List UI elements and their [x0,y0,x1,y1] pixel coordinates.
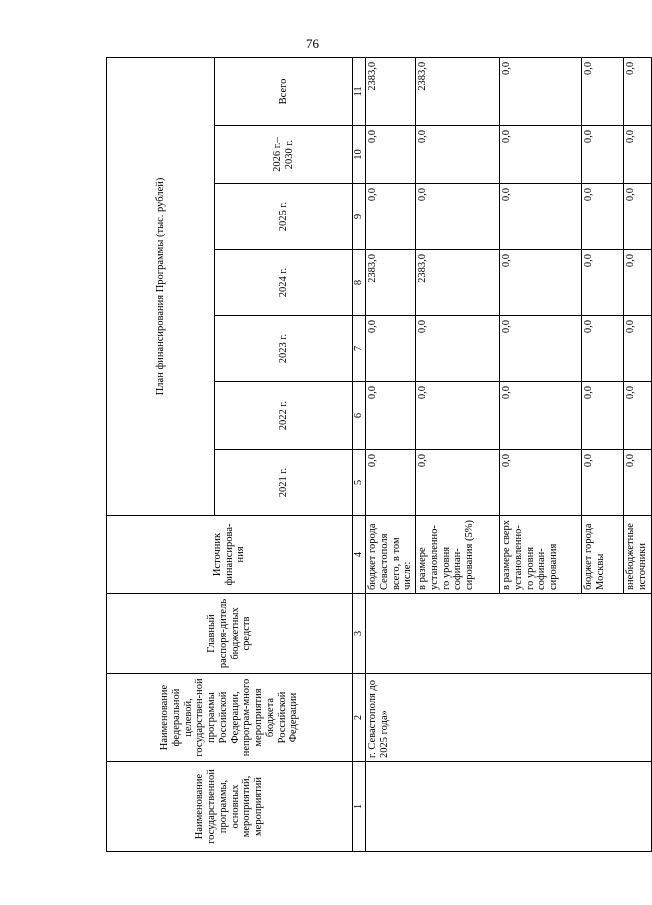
value-cell: 0,0 [582,316,624,382]
funding-source-cell: бюджет города Москвы [582,516,624,594]
value-cell: 0,0 [582,184,624,250]
column-number: 4 [353,516,366,594]
financing-table-container [106,58,648,852]
column-number: 2 [353,674,366,762]
value-cell: 0,0 [500,126,582,184]
column-number: 8 [353,250,366,316]
financing-plan-table [106,57,652,852]
value-cell: 0,0 [366,126,416,184]
value-cell: 0,0 [624,382,652,450]
value-cell: 2383,0 [416,250,500,316]
value-cell: 0,0 [500,316,582,382]
value-cell: 0,0 [624,126,652,184]
value-cell: 0,0 [416,450,500,516]
column-number: 7 [353,316,366,382]
header-funding-source: Источник финансирова-ния [107,516,353,594]
federal-program-cell: г. Севастополя до 2025 года» [366,674,652,762]
value-cell: 0,0 [582,450,624,516]
value-cell: 0,0 [366,316,416,382]
value-cell: 0,0 [582,126,624,184]
value-cell: 0,0 [416,316,500,382]
value-cell: 0,0 [416,382,500,450]
value-cell: 0,0 [500,250,582,316]
table-row [366,57,416,851]
value-cell: 0,0 [624,57,652,125]
column-number: 3 [353,594,366,674]
header-year: 2024 г. [215,250,353,316]
header-year: 2025 г. [215,184,353,250]
column-number: 6 [353,382,366,450]
value-cell: 2383,0 [366,250,416,316]
value-cell: 0,0 [366,184,416,250]
column-number: 10 [353,126,366,184]
funding-source-cell: бюджет города Севастополя всего, в том числе: [366,516,416,594]
value-cell: 0,0 [624,250,652,316]
column-number: 11 [353,57,366,125]
value-cell: 0,0 [416,184,500,250]
header-budget-manager: Главный распоря-дитель бюджетных средств [107,594,353,674]
value-cell: 0,0 [500,450,582,516]
budget-manager-cell [366,594,652,674]
header-total: Всего [215,57,353,125]
value-cell: 0,0 [500,184,582,250]
value-cell: 0,0 [366,382,416,450]
value-cell: 0,0 [624,184,652,250]
funding-source-cell: внебюджетные источники [624,516,652,594]
value-cell: 0,0 [582,382,624,450]
rotated-table-frame [106,58,648,852]
header-year: 2021 г. [215,450,353,516]
value-cell: 0,0 [582,57,624,125]
value-cell: 0,0 [500,57,582,125]
program-name-cell [366,762,652,852]
header-year: 2022 г. [215,382,353,450]
header-financing-plan: План финансирования Программы (тыс. рублей) [107,57,215,515]
funding-source-cell: в размере сверх установленно-го уровня софинан-сирования [500,516,582,594]
value-cell: 0,0 [366,450,416,516]
header-program-name: Наименование государственной программы, основных мероприятий, мероприятий [107,762,353,852]
value-cell: 2383,0 [366,57,416,125]
funding-source-cell: в размере установленно-го уровня софинан-сирования (5%) [416,516,500,594]
column-number: 9 [353,184,366,250]
header-year: 2023 г. [215,316,353,382]
value-cell: 0,0 [582,250,624,316]
column-number: 1 [353,762,366,852]
value-cell: 0,0 [624,450,652,516]
header-year: 2026 г.– 2030 г. [215,126,353,184]
value-cell: 2383,0 [416,57,500,125]
value-cell: 0,0 [624,316,652,382]
header-federal-program: Наименование федеральной целевой, государствен-ной программы Российской Федерации, непрограм-много мероприятия бюджета Российской Федерации [107,674,353,762]
value-cell: 0,0 [416,126,500,184]
column-number: 5 [353,450,366,516]
page-number: 76 [306,36,319,51]
value-cell: 0,0 [500,382,582,450]
